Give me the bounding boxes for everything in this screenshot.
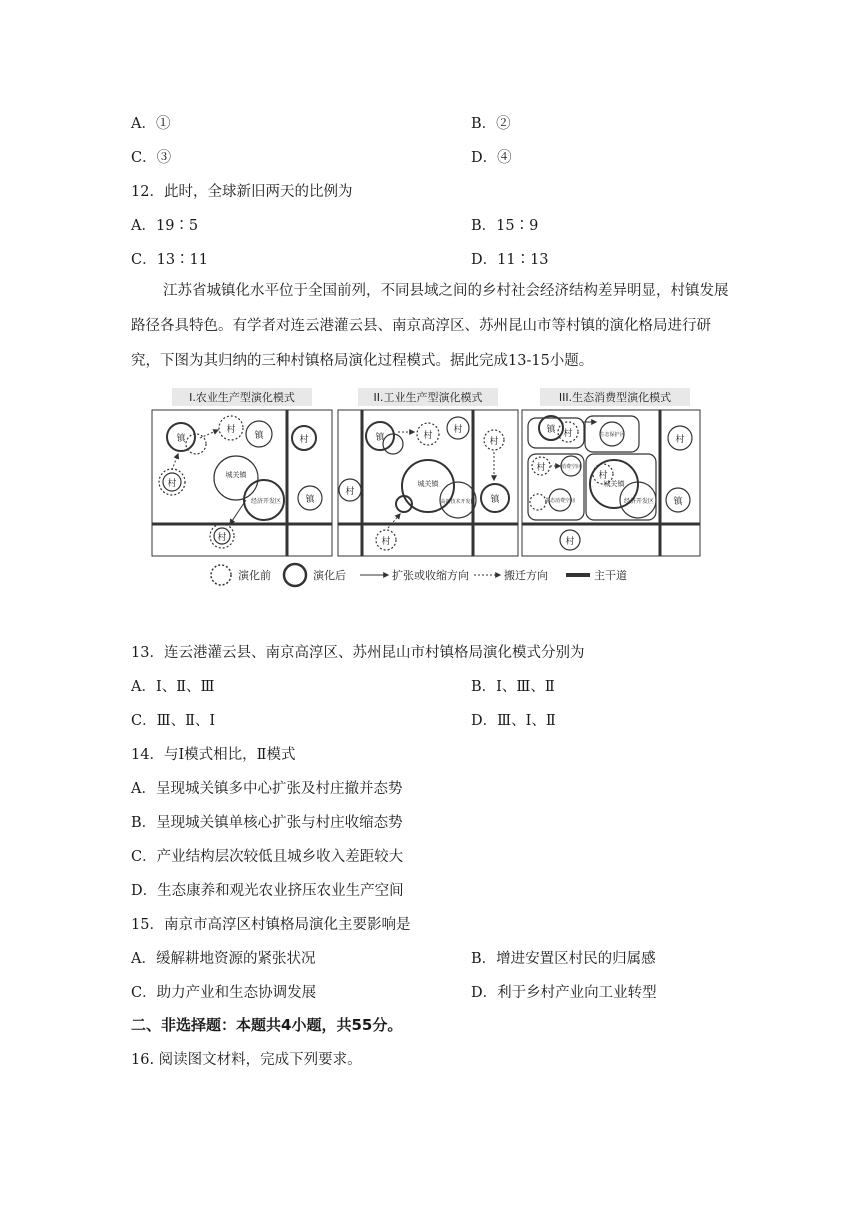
- p3-village-label: 村: [563, 429, 573, 439]
- p3-eco-zone-label: 生态保护区: [599, 432, 625, 438]
- legend-before: 演化前: [238, 569, 271, 582]
- p1-town-label-2: 镇: [254, 431, 264, 441]
- p3-village-label-5: 村: [565, 537, 575, 547]
- q13-option-c: C．Ⅲ、Ⅱ、Ⅰ: [131, 713, 216, 729]
- q15-option-c: C．助力产业和生态协调发展: [131, 985, 317, 1001]
- q12-option-d: D．11∶13: [471, 252, 549, 268]
- q11-option-a: A．①: [131, 116, 171, 132]
- q13-option-b: B．Ⅰ、Ⅲ、Ⅱ: [471, 679, 555, 695]
- section-2-title: 二、非选择题：本题共4小题，共55分。: [131, 1016, 403, 1034]
- q15-option-d: D．利于乡村产业向工业转型: [471, 985, 657, 1001]
- q11-option-c: C．③: [131, 150, 172, 166]
- p3-town-label: 镇: [546, 425, 556, 435]
- q11-option-b: B．②: [471, 116, 511, 132]
- p1-dev-zone-label: 经济开发区: [250, 498, 282, 505]
- q15-stem: 15．南京市高淳区村镇格局演化主要影响是: [131, 917, 411, 933]
- p3-town-label-2: 镇: [673, 497, 683, 507]
- p2-town-label-2: 镇: [490, 495, 500, 505]
- p2-village-label-5: 村: [489, 437, 499, 447]
- p3-eco-consume-label: 生态消费空间: [544, 498, 576, 504]
- q15-option-a: A．缓解耕地资源的紧张状况: [131, 951, 316, 967]
- p1-village-label-3: 村: [217, 533, 227, 543]
- p1-city-town-label: 城关镇: [225, 471, 247, 479]
- panel-1-title: I.农业生产型演化模式: [189, 391, 295, 404]
- q13-stem: 13．连云港灌云县、南京高淳区、苏州昆山市村镇格局演化模式分别为: [131, 645, 585, 661]
- q13-option-a: A．Ⅰ、Ⅱ、Ⅲ: [131, 679, 215, 695]
- p3-city-town-label: 城关镇: [603, 480, 625, 488]
- q16-stem: 16. 阅读图文材料，完成下列要求。: [131, 1052, 362, 1068]
- legend-road: 主干道: [594, 569, 627, 582]
- legend-after: 演化后: [313, 569, 346, 582]
- p1-village-label: 村: [226, 425, 236, 435]
- q11-option-d: D．④: [471, 150, 512, 166]
- panel-3-title: III.生态消费型演化模式: [558, 391, 672, 404]
- passage-text: 江苏省城镇化水平位于全国前列，不同县域之间的乡村社会经济结构差异明显，村镇发展路径各具特色。有学者对连云港灌云县、南京高淳区、苏州昆山市等村镇的演化格局进行研究，下图为其归纳的三种村镇格局演化过程模式。据此完成13-15小题。: [131, 283, 729, 369]
- p3-village-label-3: 村: [598, 471, 608, 481]
- p2-town-label: 镇: [375, 433, 385, 443]
- q14-stem: 14．与Ⅰ模式相比，Ⅱ模式: [131, 747, 296, 763]
- q15-option-b: B．增进安置区村民的归属感: [471, 951, 656, 967]
- p2-village-label: 村: [423, 431, 433, 441]
- q14-option-d: D．生态康养和观光农业挤压农业生产空间: [131, 883, 404, 899]
- q14-option-c: C．产业结构层次较低且城乡收入差距较大: [131, 849, 404, 865]
- legend-move: 搬迁方向: [504, 569, 548, 582]
- q12-stem: 12．此时，全球新旧两天的比例为: [131, 184, 353, 200]
- q12-option-a: A．19∶5: [131, 218, 199, 234]
- q12-option-c: C．13∶11: [131, 252, 208, 268]
- p2-village-label-3: 村: [345, 487, 355, 497]
- p2-village-label-2: 村: [453, 425, 463, 435]
- legend-expand: 扩张或收缩方向: [392, 569, 469, 582]
- p1-town-label: 镇: [176, 434, 186, 444]
- q12-option-b: B．15∶9: [471, 218, 539, 234]
- village-town-pattern-figure: [0, 382, 860, 602]
- p1-village-label-2: 村: [167, 479, 177, 489]
- p3-consume-label: 消费空间: [560, 464, 582, 470]
- p1-village-label-4: 村: [299, 435, 309, 445]
- q13-option-d: D．Ⅲ、Ⅰ、Ⅱ: [471, 713, 556, 729]
- p2-hi-tech-label: 高新技术开发区: [440, 499, 476, 505]
- p2-city-town-label: 城关镇: [417, 480, 439, 488]
- q14-option-a: A．呈现城关镇多中心扩张及村庄撤并态势: [131, 781, 403, 797]
- p1-town-label-3: 镇: [305, 495, 315, 505]
- p3-village-label-4: 村: [675, 435, 685, 445]
- p3-dev-zone-label: 经济开发区: [623, 498, 655, 505]
- p3-village-label-2: 村: [536, 463, 546, 473]
- p2-village-label-4: 村: [381, 537, 391, 547]
- q14-option-b: B．呈现城关镇单核心扩张与村庄收缩态势: [131, 815, 403, 831]
- panel-2-title: II.工业生产型演化模式: [373, 391, 483, 404]
